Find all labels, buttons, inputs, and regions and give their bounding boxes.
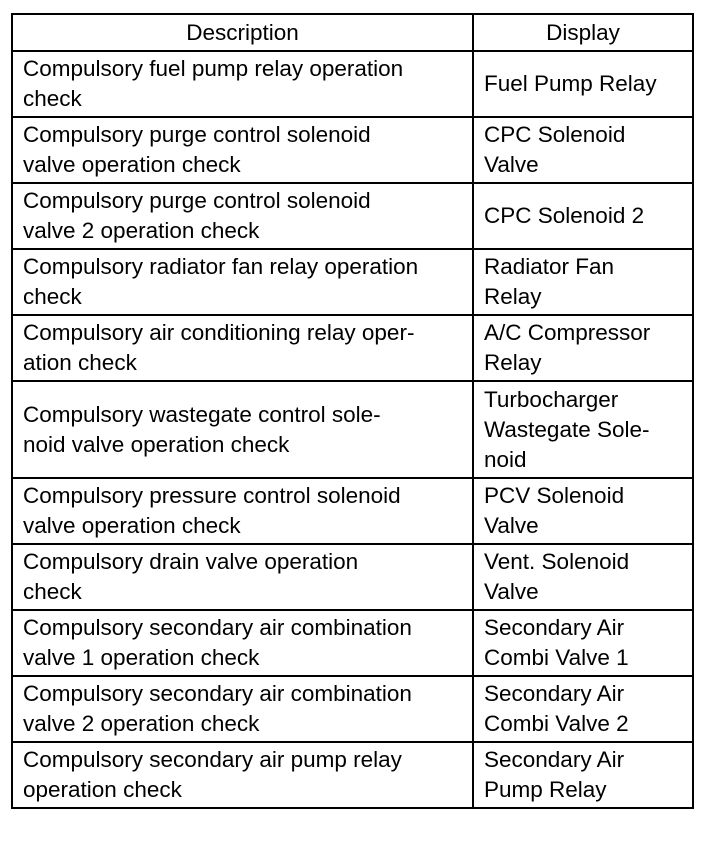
description-line: check xyxy=(23,284,82,309)
description-line: noid valve operation check xyxy=(23,431,290,457)
display-line: A/C Compressor xyxy=(484,320,651,345)
description-cell xyxy=(12,676,473,742)
display-cell xyxy=(473,544,693,610)
display-line: CPC Solenoid 2 xyxy=(484,203,645,228)
table-row xyxy=(12,544,693,610)
display-cell xyxy=(473,610,693,676)
description-cell xyxy=(12,117,473,183)
description-line: Compulsory secondary air combination xyxy=(23,615,412,640)
table-row xyxy=(12,117,693,183)
table-row xyxy=(12,51,693,117)
table-row xyxy=(12,315,693,381)
description-cell xyxy=(12,610,473,676)
description-cell xyxy=(12,742,473,808)
description-line: Compulsory purge control solenoid xyxy=(23,122,371,147)
description-cell xyxy=(12,544,473,610)
display-line: noid xyxy=(484,446,527,472)
operation-check-table-container xyxy=(11,13,692,809)
display-cell xyxy=(473,315,693,381)
display-line: Secondary Air xyxy=(484,681,625,706)
display-cell xyxy=(473,478,693,544)
table-row xyxy=(12,676,693,742)
description-cell xyxy=(12,249,473,315)
description-line: valve 2 operation check xyxy=(23,711,260,736)
table-row xyxy=(12,381,693,478)
table-row xyxy=(12,249,693,315)
display-cell xyxy=(473,676,693,742)
display-cell xyxy=(473,742,693,808)
display-cell xyxy=(473,117,693,183)
display-line: Valve xyxy=(484,513,539,538)
description-line: Compulsory pressure control solenoid xyxy=(23,483,401,508)
description-line: Compulsory drain valve operation xyxy=(23,549,359,574)
column-header-display: Display xyxy=(473,14,693,51)
display-cell xyxy=(473,249,693,315)
display-line: Pump Relay xyxy=(484,777,607,802)
display-line: Wastegate Sole- xyxy=(484,416,650,442)
column-header-description: Description xyxy=(12,14,473,51)
description-line: valve operation check xyxy=(23,152,241,177)
display-line: Valve xyxy=(484,152,539,177)
description-line: Compulsory fuel pump relay operation xyxy=(23,56,404,81)
description-cell xyxy=(12,478,473,544)
description-line: Compulsory secondary air pump relay xyxy=(23,747,402,772)
description-line: ation check xyxy=(23,350,137,375)
description-line: operation check xyxy=(23,777,182,802)
display-line: Relay xyxy=(484,284,542,309)
display-line: Fuel Pump Relay xyxy=(484,71,657,96)
display-line: Radiator Fan xyxy=(484,254,615,279)
display-line: Relay xyxy=(484,350,542,375)
description-line: valve 2 operation check xyxy=(23,218,260,243)
description-line: Compulsory secondary air combination xyxy=(23,681,412,706)
display-cell xyxy=(473,183,693,249)
display-line: PCV Solenoid xyxy=(484,483,625,508)
description-line: Compulsory radiator fan relay operation xyxy=(23,254,419,279)
description-line: Compulsory wastegate control sole- xyxy=(23,401,381,427)
display-line: CPC Solenoid xyxy=(484,122,626,147)
description-cell xyxy=(12,183,473,249)
display-line: Valve xyxy=(484,579,539,604)
description-cell xyxy=(12,381,473,478)
description-line: check xyxy=(23,579,82,604)
operation-check-table xyxy=(11,13,694,809)
display-cell xyxy=(473,51,693,117)
description-line: Compulsory purge control solenoid xyxy=(23,188,371,213)
display-line: Secondary Air xyxy=(484,747,625,772)
table-row xyxy=(12,478,693,544)
description-cell xyxy=(12,315,473,381)
table-header-row xyxy=(12,14,693,51)
display-line: Combi Valve 2 xyxy=(484,711,629,736)
description-cell xyxy=(12,51,473,117)
description-line: Compulsory air conditioning relay oper- xyxy=(23,320,415,345)
display-line: Secondary Air xyxy=(484,615,625,640)
display-line: Vent. Solenoid xyxy=(484,549,630,574)
display-cell xyxy=(473,381,693,478)
description-line: valve 1 operation check xyxy=(23,645,260,670)
display-line: Combi Valve 1 xyxy=(484,645,629,670)
table-row xyxy=(12,183,693,249)
table-row xyxy=(12,610,693,676)
description-line: valve operation check xyxy=(23,513,241,538)
display-line: Turbocharger xyxy=(484,386,619,412)
table-row xyxy=(12,742,693,808)
description-line: check xyxy=(23,86,82,111)
